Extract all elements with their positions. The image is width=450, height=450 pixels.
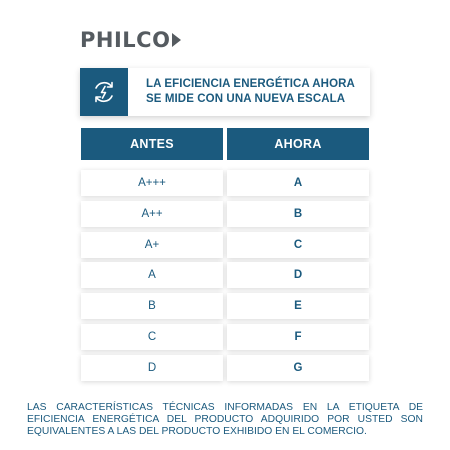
cell-antes: A++	[81, 201, 223, 227]
header-ahora: AHORA	[227, 128, 369, 160]
cell-ahora: F	[227, 324, 369, 350]
cell-antes: A+++	[81, 170, 223, 196]
cell-antes: C	[81, 324, 223, 350]
brand-name: PHILCO	[80, 28, 171, 52]
disclaimer-text: LAS CARACTERÍSTICAS TÉCNICAS INFORMADAS EN LA ETIQUETA DE EFICIENCIA ENERGÉTICA DEL PRODUCTO ADQUIRIDO POR USTED SON EQUIVALENTES A LAS DEL PRODUCTO EXHIBIDO EN EL COMERCIO.	[27, 402, 423, 437]
cell-antes: A	[81, 262, 223, 288]
play-arrow-icon	[172, 33, 181, 47]
cell-ahora: C	[227, 232, 369, 258]
energy-efficiency-banner	[80, 68, 370, 116]
banner-line-2: SE MIDE CON UNA NUEVA ESCALA	[146, 93, 346, 105]
header-antes: ANTES	[81, 128, 223, 160]
cell-ahora: G	[227, 355, 369, 381]
cell-ahora: B	[227, 201, 369, 227]
cell-ahora: A	[227, 170, 369, 196]
cell-ahora: E	[227, 293, 369, 319]
energy-cycle-icon	[80, 68, 128, 116]
banner-line-1: LA EFICIENCIA ENERGÉTICA AHORA	[146, 78, 355, 90]
cell-ahora: D	[227, 262, 369, 288]
philco-logo	[80, 28, 181, 52]
banner-heading	[128, 77, 355, 107]
cell-antes: D	[81, 355, 223, 381]
cell-antes: A+	[81, 232, 223, 258]
cell-antes: B	[81, 293, 223, 319]
